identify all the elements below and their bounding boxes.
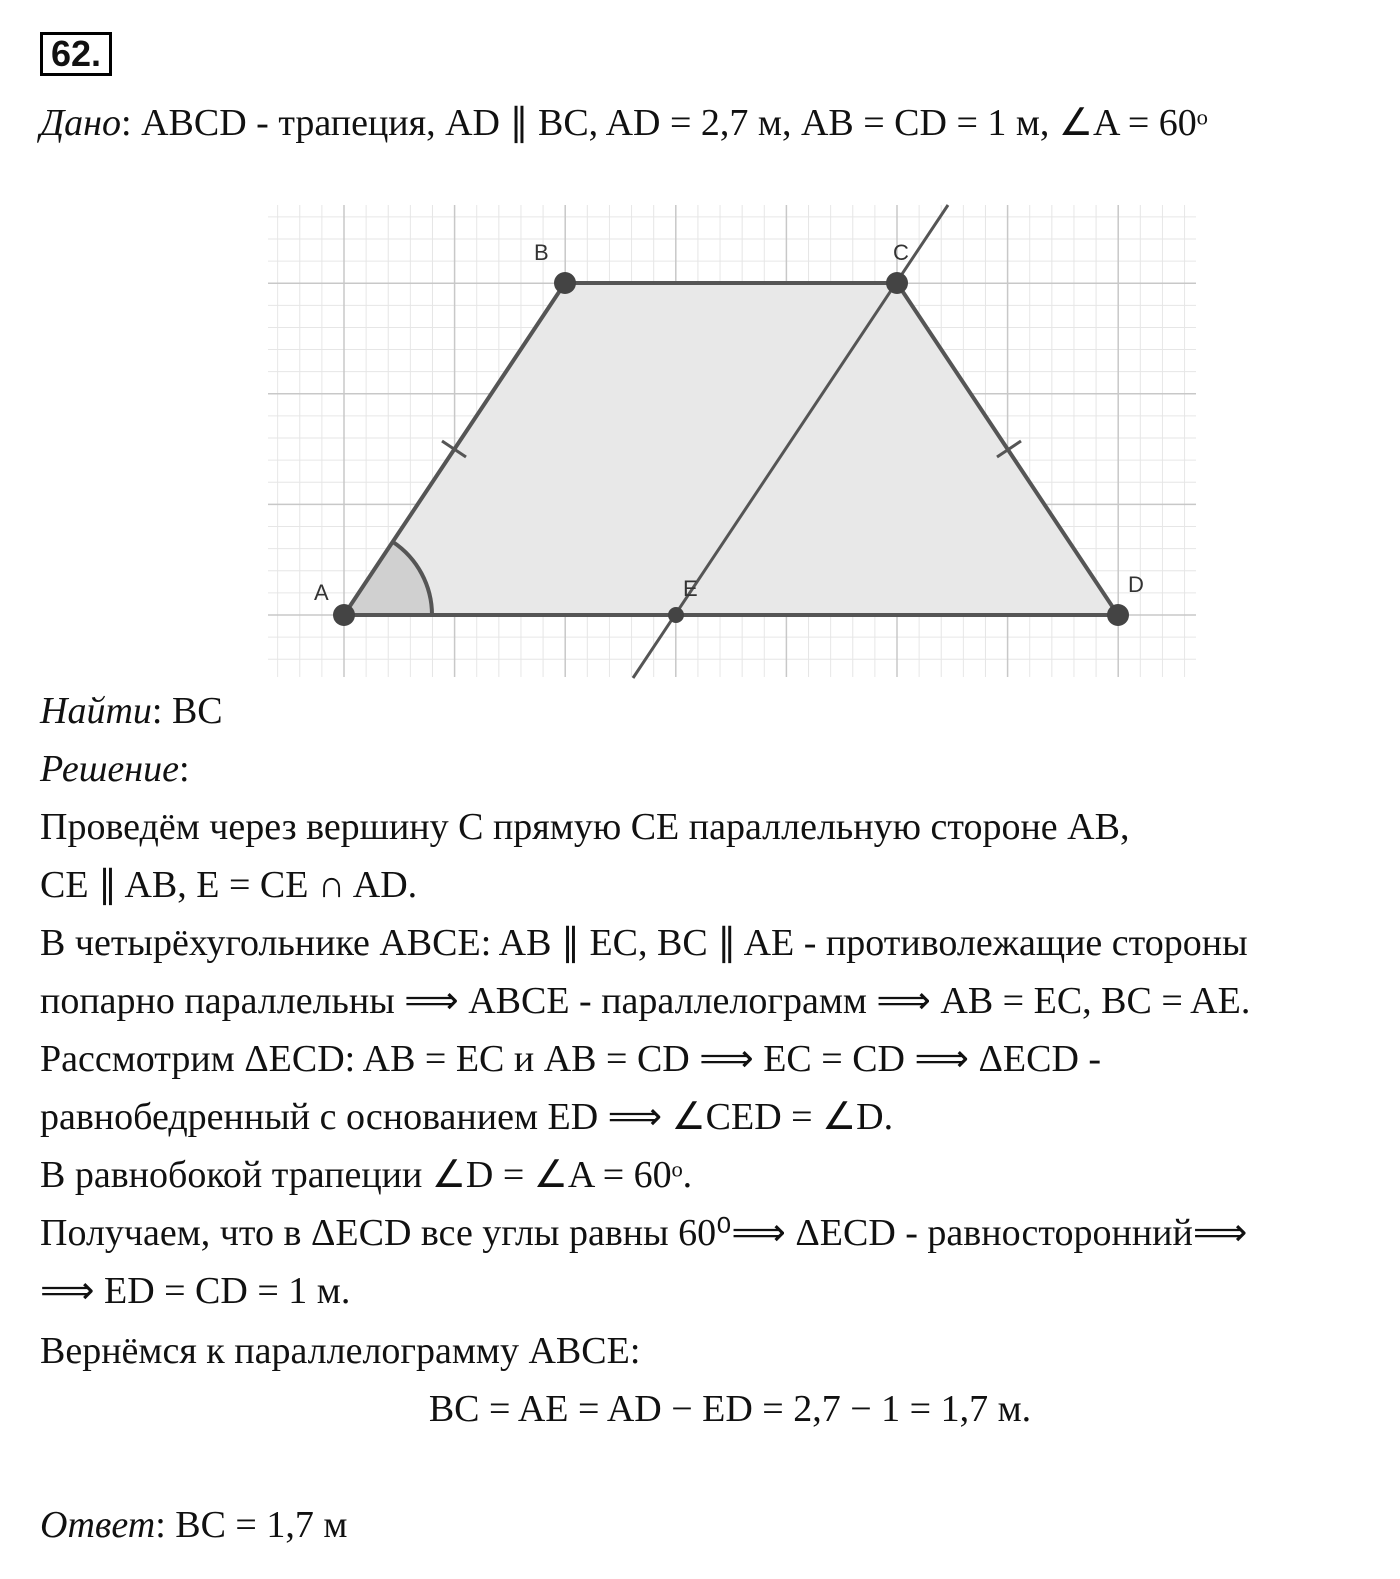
solution-heading (40, 744, 190, 794)
answer-line (40, 1500, 347, 1550)
trapezoid-figure (266, 203, 1198, 679)
solution-line: Получаем, что в ΔECD все углы равны 60⁰⟹ ΔECD - равносторонний⟹ (40, 1212, 1248, 1254)
find-label: Найти (40, 690, 152, 732)
solution-line: попарно параллельны ⟹ ABCE - параллелограмм ⟹ AB = EC, BC = AE. (40, 980, 1251, 1022)
solution-line: Проведём через вершину C прямую CE параллельную стороне AB, (40, 806, 1130, 848)
answer-label: Ответ (40, 1504, 156, 1546)
solution-line: Рассмотрим ΔECD: AB = EC и AB = CD ⟹ EC = CD ⟹ ΔECD - (40, 1038, 1102, 1080)
vertex-label-a: A (314, 580, 329, 605)
given-line (40, 98, 1208, 148)
trapezoid-fill (344, 283, 1118, 615)
answer-text: : BC = 1,7 м (155, 1504, 348, 1546)
solution-line: Вернёмся к параллелограмму ABCE: (40, 1330, 641, 1372)
solution-line: ⟹ ED = CD = 1 м. (40, 1270, 351, 1312)
find-text: : BC (151, 690, 223, 732)
vertex-label-c: C (893, 240, 909, 265)
point-c (886, 272, 908, 294)
solution-label: Решение (40, 748, 179, 790)
point-b (554, 272, 576, 294)
point-d (1107, 604, 1129, 626)
find-line (40, 686, 223, 736)
problem-number: 62. (40, 32, 112, 76)
vertex-label-b: B (534, 240, 549, 265)
solution-colon: : (178, 748, 190, 790)
solution-line: равнобедренный с основанием ED ⟹ ∠CED = ∠D. (40, 1096, 894, 1138)
vertex-label-d: D (1128, 572, 1144, 597)
solution-line: CE ∥ AB, E = CE ∩ AD. (40, 864, 418, 906)
vertex-label-e: E (683, 576, 698, 601)
solution-line: В четырёхугольнике ABCE: AB ∥ EC, BC ∥ AE - противолежащие стороны (40, 922, 1248, 964)
given-text: : ABCD - трапеция, AD ∥ BC, AD = 2,7 м, AB = CD = 1 м, ∠A = 60ᵒ (121, 102, 1208, 144)
final-formula: BC = AE = AD − ED = 2,7 − 1 = 1,7 м. (428, 1388, 1032, 1430)
solution-line: В равнобокой трапеции ∠D = ∠A = 60ᵒ. (40, 1154, 693, 1196)
given-label: Дано (40, 102, 122, 144)
point-e (668, 607, 684, 623)
point-a (333, 604, 355, 626)
